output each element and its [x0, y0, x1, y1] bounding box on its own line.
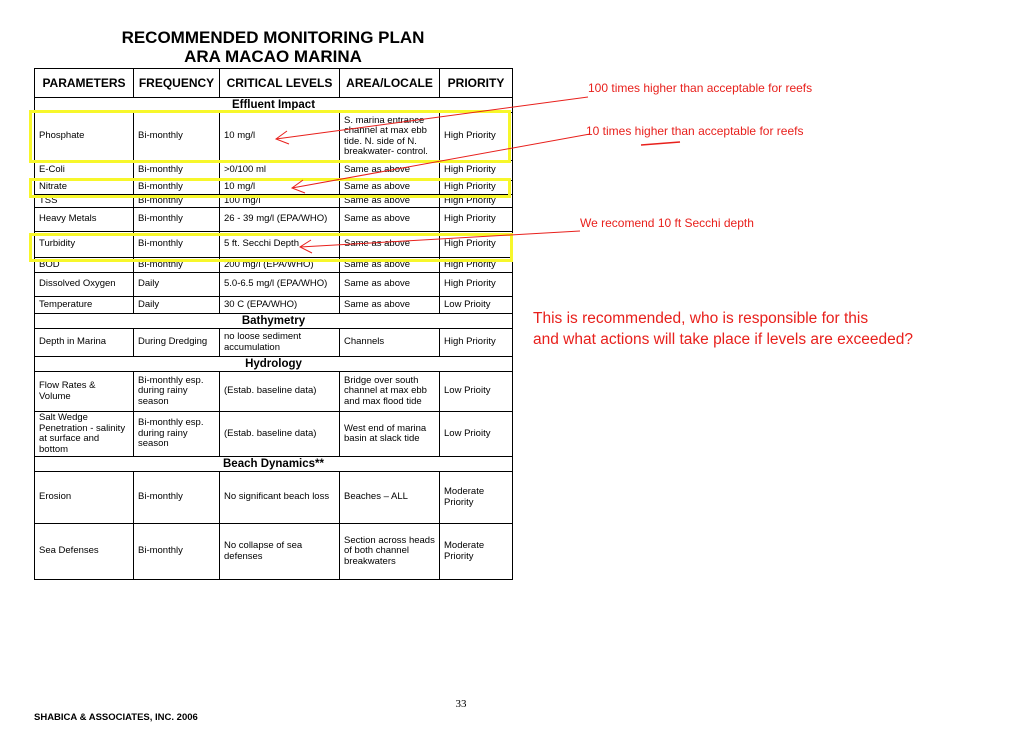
cell-priority: High Priority — [440, 161, 513, 181]
cell-parameter: Salt Wedge Penetration - salinity at surface and bottom — [35, 412, 134, 457]
cell-critical-level: (Estab. baseline data) — [220, 412, 340, 457]
cell-frequency: Bi-monthly — [134, 113, 220, 161]
cell-area: Same as above — [340, 194, 440, 208]
cell-critical-level: No collapse of sea defenses — [220, 524, 340, 580]
cell-frequency: Bi-monthly — [134, 524, 220, 580]
cell-critical-level: (Estab. baseline data) — [220, 372, 340, 412]
cell-critical-level: 5 ft. Secchi Depth — [220, 232, 340, 258]
cell-area: Section across heads of both channel breakwaters — [340, 524, 440, 580]
cell-parameter: Sea Defenses — [35, 524, 134, 580]
cell-frequency: Bi-monthly — [134, 472, 220, 524]
cell-priority: High Priority — [440, 273, 513, 297]
cell-area: Same as above — [340, 232, 440, 258]
header-critical-levels: CRITICAL LEVELS — [220, 69, 340, 98]
cell-parameter: BOD — [35, 258, 134, 273]
cell-area: Same as above — [340, 208, 440, 232]
cell-priority: High Priority — [440, 208, 513, 232]
secchi-arrow-line — [300, 231, 580, 247]
section-beach-dynamics: Beach Dynamics** — [35, 457, 513, 472]
cell-frequency: Daily — [134, 273, 220, 297]
cell-priority: High Priority — [440, 329, 513, 357]
cell-frequency: Bi-monthly — [134, 258, 220, 273]
annotation-question-line1: This is recommended, who is responsible for this — [533, 310, 869, 327]
cell-parameter: Flow Rates & Volume — [35, 372, 134, 412]
cell-priority: Moderate Priority — [440, 472, 513, 524]
section-hydrology: Hydrology — [35, 357, 513, 372]
nitrate-arrow-dash — [641, 142, 680, 145]
cell-priority: Low Prioity — [440, 297, 513, 314]
cell-frequency: Daily — [134, 297, 220, 314]
phosphate-arrow-line — [276, 97, 588, 139]
cell-priority: Low Prioity — [440, 372, 513, 412]
cell-frequency: Bi-monthly esp. during rainy season — [134, 412, 220, 457]
cell-critical-level: No significant beach loss — [220, 472, 340, 524]
cell-critical-level: >0/100 ml — [220, 161, 340, 181]
cell-critical-level: 5.0-6.5 mg/l (EPA/WHO) — [220, 273, 340, 297]
cell-critical-level: 200 mg/l (EPA/WHO) — [220, 258, 340, 273]
cell-area: Same as above — [340, 297, 440, 314]
cell-parameter: Erosion — [35, 472, 134, 524]
cell-parameter: Depth in Marina — [35, 329, 134, 357]
cell-priority: High Priority — [440, 194, 513, 208]
cell-area: Same as above — [340, 273, 440, 297]
section-bathymetry: Bathymetry — [35, 314, 513, 329]
annotation-question-line2: and what actions will take place if levels are exceeded? — [533, 331, 913, 348]
cell-frequency: Bi-monthly — [134, 181, 220, 195]
cell-critical-level: 10 mg/l — [220, 181, 340, 195]
cell-parameter: E-Coli — [35, 161, 134, 181]
cell-parameter: Temperature — [35, 297, 134, 314]
annotation-secchi-note: We recomend 10 ft Secchi depth — [580, 216, 754, 230]
cell-area: Same as above — [340, 258, 440, 273]
cell-parameter: Phosphate — [35, 113, 134, 161]
cell-area: S. marina entrance channel at max ebb tide. N. side of N. breakwater- control. — [340, 113, 440, 161]
cell-parameter: Dissolved Oxygen — [35, 273, 134, 297]
cell-area: Beaches – ALL — [340, 472, 440, 524]
cell-priority: Moderate Priority — [440, 524, 513, 580]
header-area-locale: AREA/LOCALE — [340, 69, 440, 98]
cell-frequency: Bi-monthly — [134, 232, 220, 258]
cell-area: Same as above — [340, 181, 440, 195]
cell-critical-level: 30 C (EPA/WHO) — [220, 297, 340, 314]
cell-critical-level: 26 - 39 mg/l (EPA/WHO) — [220, 208, 340, 232]
document-title: RECOMMENDED MONITORING PLAN — [121, 28, 425, 47]
cell-priority: High Priority — [440, 113, 513, 161]
cell-area: Bridge over south channel at max ebb and max flood tide — [340, 372, 440, 412]
cell-critical-level: no loose sediment accumulation — [220, 329, 340, 357]
header-parameters: PARAMETERS — [35, 69, 134, 98]
header-frequency: FREQUENCY — [134, 69, 220, 98]
section-effluent-impact: Effluent Impact — [35, 98, 513, 113]
cell-area: Same as above — [340, 161, 440, 181]
cell-priority: High Priority — [440, 232, 513, 258]
cell-parameter: TSS — [35, 194, 134, 208]
cell-priority: High Priority — [440, 181, 513, 195]
cell-priority: Low Prioity — [440, 412, 513, 457]
cell-frequency: During Dredging — [134, 329, 220, 357]
cell-frequency: Bi-monthly esp. during rainy season — [134, 372, 220, 412]
cell-area: West end of marina basin at slack tide — [340, 412, 440, 457]
nitrate-arrow-line — [292, 134, 590, 188]
document-subtitle: ARA MACAO MARINA — [184, 47, 362, 66]
cell-frequency: Bi-monthly — [134, 161, 220, 181]
cell-parameter: Nitrate — [35, 181, 134, 195]
cell-priority: High Priority — [440, 258, 513, 273]
annotation-phosphate-note: 100 times higher than acceptable for reefs — [588, 81, 813, 95]
cell-parameter: Heavy Metals — [35, 208, 134, 232]
cell-area: Channels — [340, 329, 440, 357]
cell-critical-level: 100 mg/l — [220, 194, 340, 208]
cell-frequency: Bi-monthly — [134, 194, 220, 208]
cell-parameter: Turbidity — [35, 232, 134, 258]
footer-text: SHABICA & ASSOCIATES, INC. 2006 — [34, 712, 198, 723]
cell-critical-level: 10 mg/l — [220, 113, 340, 161]
annotation-nitrate-note: 10 times higher than acceptable for reefs — [586, 124, 804, 138]
header-priority: PRIORITY — [440, 69, 513, 98]
page-number: 33 — [455, 698, 467, 710]
cell-frequency: Bi-monthly — [134, 208, 220, 232]
